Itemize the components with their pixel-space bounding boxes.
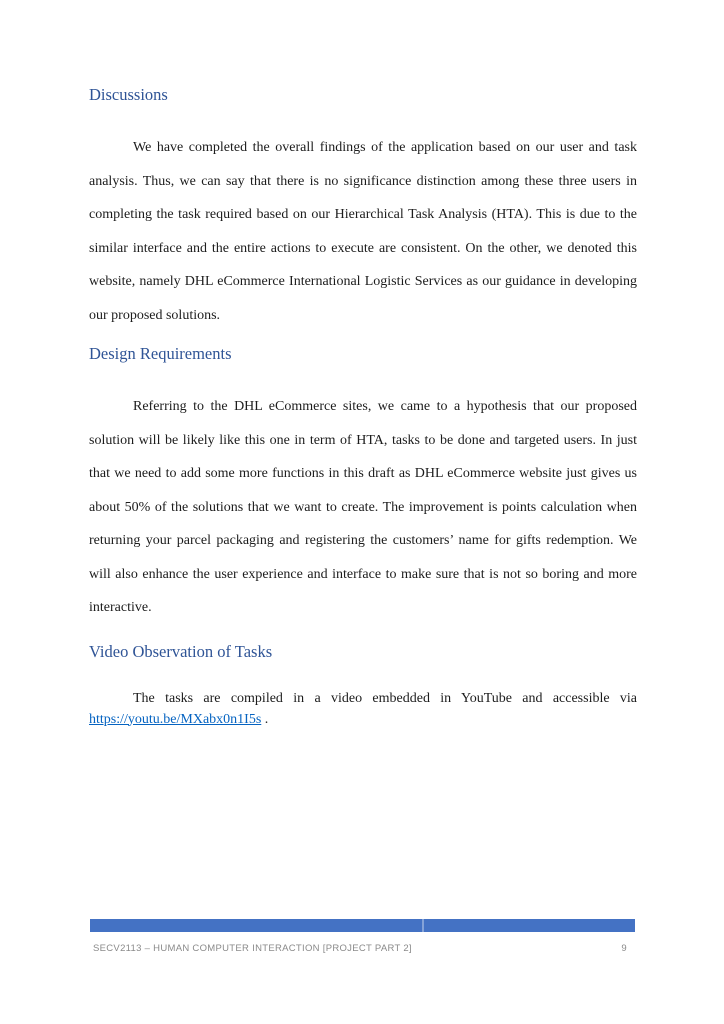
document-content	[89, 84, 637, 730]
footer-accent-bar	[90, 919, 635, 932]
after-link-text: .	[261, 711, 269, 727]
section-heading-video-observation: Video Observation of Tasks	[89, 641, 273, 661]
page-number: 9	[621, 943, 627, 954]
youtube-link[interactable]: https://youtu.be/MXabx0n1I5s	[89, 711, 262, 727]
section-heading-discussions: Discussions	[89, 85, 168, 104]
footer-bar-divider	[422, 919, 424, 932]
footer-text-row	[90, 943, 635, 954]
footer-course-label: SECV2113 – HUMAN COMPUTER INTERACTION [PROJECT PART 2]	[93, 943, 412, 954]
video-observation-paragraph	[89, 688, 637, 730]
section-heading-design-requirements: Design Requirements	[89, 344, 232, 363]
page-footer	[90, 919, 635, 954]
video-paragraph-text: The tasks are compiled in a video embedded in YouTube and accessible via	[133, 690, 637, 706]
discussions-paragraph: We have completed the overall findings of the application based on our user and task analysis. Thus, we can say that there is no significance distinction among these three users in completing the task required based on our Hierarchical Task Analysis (HTA). This is due to the similar interface and the entire actions to execute are consistent. On the other, we denoted this website, namely DHL eCommerce International Logistic Services as our guidance in developing our proposed solutions.	[89, 140, 637, 323]
design-requirements-paragraph: Referring to the DHL eCommerce sites, we came to a hypothesis that our proposed solution will be likely like this one in term of HTA, tasks to be done and targeted users. In just that we need to add some more functions in this draft as DHL eCommerce website just gives us about 50% of the solutions that we want to create. The improvement is points calculation when returning your parcel packaging and registering the customers’ name for gifts redemption. We will also enhance the user experience and interface to make sure that is not so boring and more interactive.	[89, 399, 637, 615]
